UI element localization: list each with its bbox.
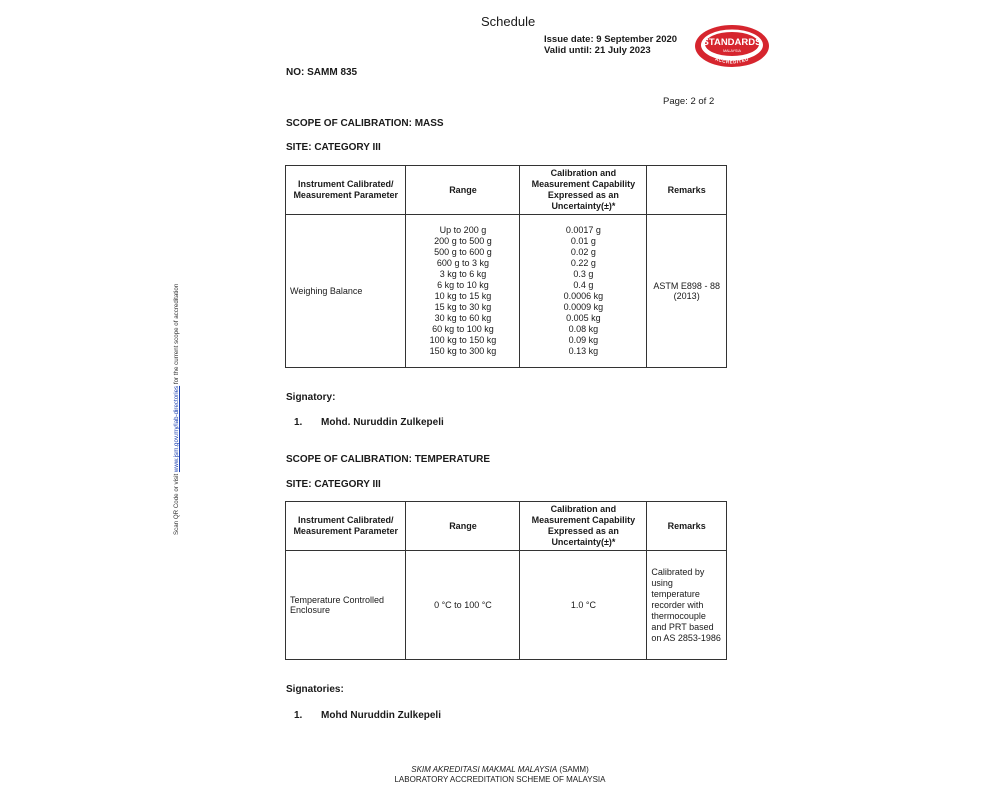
uncertainty-list: [524, 225, 642, 357]
mass-site-heading: SITE: CATEGORY III: [286, 142, 381, 153]
side-note: [173, 265, 184, 535]
uncertainty-item: 0.02 g: [570, 247, 596, 257]
instrument-cell: Temperature Controlled Enclosure: [286, 551, 406, 660]
uncertainty-item: 0.22 g: [570, 258, 596, 268]
mass-signatory-heading: Signatory:: [286, 392, 336, 403]
column-header: Range: [406, 502, 520, 551]
column-header: Instrument Calibrated/ Measurement Parameter: [286, 166, 406, 215]
footer-scheme-malay: SKIM AKREDITASI MAKMAL MALAYSIA: [411, 765, 558, 774]
range-item: 600 g to 3 kg: [436, 258, 489, 268]
range-item: 6 kg to 10 kg: [437, 280, 489, 290]
range-item: 500 g to 600 g: [434, 247, 492, 257]
mass-signatory-name: Mohd. Nuruddin Zulkepeli: [321, 417, 444, 428]
range-item: 3 kg to 6 kg: [439, 269, 487, 279]
range-item: Up to 200 g: [439, 225, 487, 235]
range-cell: 0 °C to 100 °C: [406, 551, 520, 660]
temperature-signatory-number: 1.: [294, 710, 303, 721]
column-header: Calibration and Measurement Capability Expressed as an Uncertainty(±)*: [520, 502, 647, 551]
page-title: Schedule: [481, 14, 536, 29]
range-list: [410, 225, 515, 357]
range-item: 200 g to 500 g: [434, 236, 492, 246]
column-header: Remarks: [647, 166, 727, 215]
logo-main-text: STANDARDS: [702, 37, 762, 48]
range-item: 100 kg to 150 kg: [429, 335, 497, 345]
range-cell: [406, 215, 520, 368]
temperature-signatory-name: Mohd Nuruddin Zulkepeli: [321, 710, 441, 721]
table-row: [286, 215, 727, 368]
table-row: [286, 551, 727, 660]
range-item: 30 kg to 60 kg: [434, 313, 492, 323]
uncertainty-item: 0.005 kg: [566, 313, 601, 323]
side-note-prefix: Scan QR Code or visit: [173, 472, 180, 535]
mass-scope-heading: SCOPE OF CALIBRATION: MASS: [286, 118, 444, 129]
uncertainty-item: 0.09 kg: [568, 335, 599, 345]
range-item: 15 kg to 30 kg: [434, 302, 492, 312]
footer: [224, 765, 776, 785]
document-page: [173, 0, 776, 800]
valid-until: Valid until: 21 July 2023: [544, 45, 651, 56]
remarks-cell: ASTM E898 - 88 (2013): [647, 215, 727, 368]
table-header-row: [286, 502, 727, 551]
range-item: 60 kg to 100 kg: [432, 324, 494, 334]
logo-arc-text: ACCREDITED: [714, 56, 750, 65]
column-header: Calibration and Measurement Capability Expressed as an Uncertainty(±)*: [520, 166, 647, 215]
footer-scheme-abbr: (SAMM): [557, 765, 589, 774]
footer-line-1: [224, 765, 776, 775]
side-note-suffix: for the current scope of accreditation: [173, 283, 180, 386]
remarks-cell: Calibrated by using temperature recorder with thermocouple and PRT based on AS 2853-1986: [647, 551, 727, 660]
uncertainty-cell: 1.0 °C: [520, 551, 647, 660]
uncertainty-item: 0.0017 g: [565, 225, 601, 235]
column-header: Range: [406, 166, 520, 215]
logo-sub-text: MALAYSIA: [723, 49, 741, 53]
uncertainty-cell: [520, 215, 647, 368]
footer-line-2: LABORATORY ACCREDITATION SCHEME OF MALAYSIA: [394, 775, 606, 784]
directory-link[interactable]: www.jsm.gov.my/lab-directories: [173, 385, 180, 473]
table-header-row: [286, 166, 727, 215]
temperature-cmc-table: [285, 501, 727, 660]
instrument-cell: Weighing Balance: [286, 215, 406, 368]
range-item: 10 kg to 15 kg: [434, 291, 492, 301]
uncertainty-item: 0.4 g: [573, 280, 594, 290]
standards-malaysia-logo: [694, 24, 770, 68]
temperature-scope-heading: SCOPE OF CALIBRATION: TEMPERATURE: [286, 454, 491, 465]
reference-number: NO: SAMM 835: [286, 67, 358, 78]
mass-cmc-table: [285, 165, 727, 368]
uncertainty-item: 0.01 g: [570, 236, 596, 246]
uncertainty-item: 0.0006 kg: [563, 291, 604, 301]
mass-signatory-number: 1.: [294, 417, 303, 428]
issue-block: [544, 34, 677, 56]
uncertainty-item: 0.0009 kg: [563, 302, 604, 312]
column-header: Remarks: [647, 502, 727, 551]
temperature-signatory-heading: Signatories:: [286, 684, 344, 695]
uncertainty-item: 0.08 kg: [568, 324, 599, 334]
uncertainty-item: 0.13 kg: [568, 346, 599, 356]
column-header: Instrument Calibrated/ Measurement Parameter: [286, 502, 406, 551]
range-item: 150 kg to 300 kg: [429, 346, 497, 356]
uncertainty-item: 0.3 g: [573, 269, 594, 279]
issue-date: Issue date: 9 September 2020: [544, 34, 678, 45]
page-number: Page: 2 of 2: [663, 96, 715, 107]
temperature-site-heading: SITE: CATEGORY III: [286, 479, 381, 490]
